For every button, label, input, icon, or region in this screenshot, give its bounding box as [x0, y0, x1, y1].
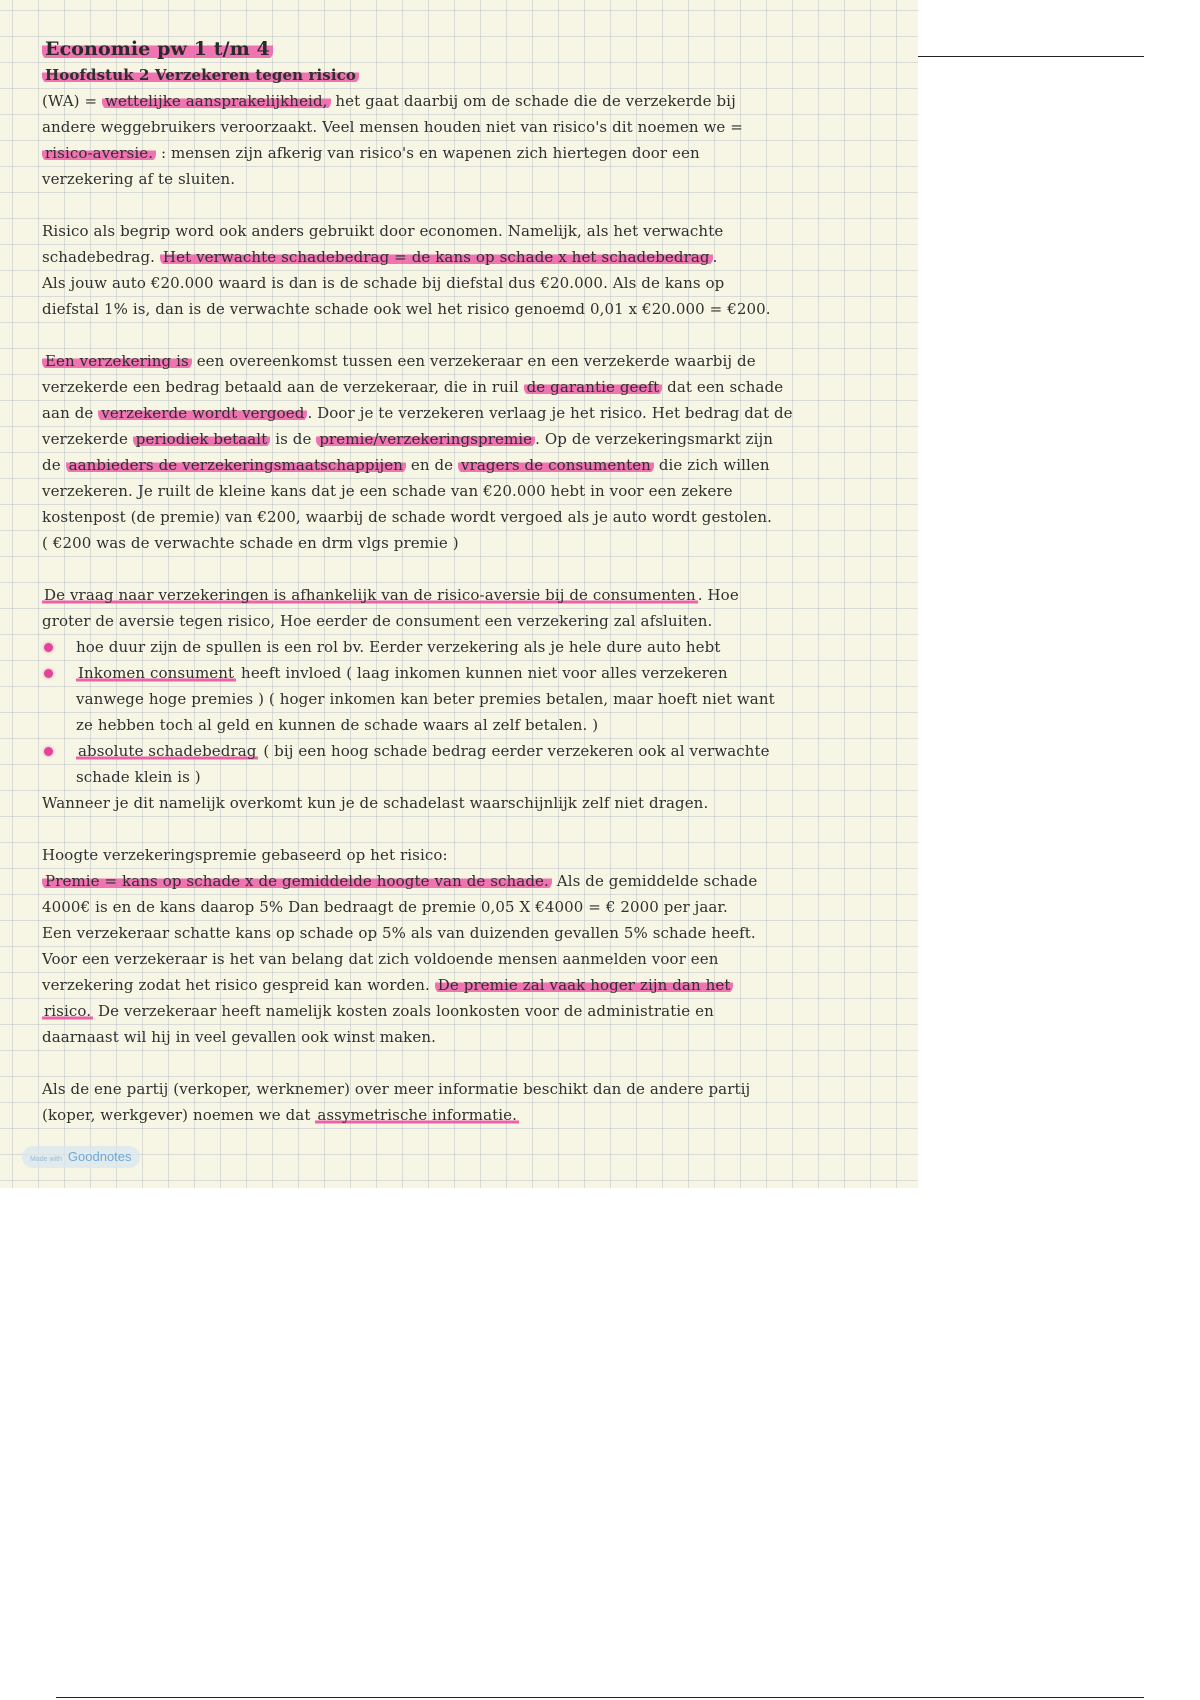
text: is de [270, 430, 317, 448]
p6-line-1: Als de ene partij (verkoper, werknemer) over meer informatie beschikt dan de andere partij [42, 1080, 751, 1098]
text: schadebedrag. [42, 248, 160, 266]
highlight: de garantie geeft [524, 378, 663, 396]
p6-line-2 [42, 1102, 902, 1128]
p1-line-4: verzekering af te sluiten. [42, 170, 236, 188]
spacer [42, 816, 902, 842]
highlight: De premie zal vaak hoger zijn dan het [435, 976, 734, 994]
p3-line-2 [42, 374, 902, 400]
highlight: Een verzekering is [42, 352, 192, 370]
p4-line-2: groter de aversie tegen risico, Hoe eerder de consument een verzekering zal afsluiten. [42, 612, 713, 630]
highlight: wettelijke aansprakelijkheid, [102, 92, 331, 110]
note-title [42, 36, 902, 62]
note-text [42, 36, 902, 1128]
p5-line-3: 4000€ is en de kans daarop 5% Dan bedraagt de premie 0,05 X €4000 = € 2000 per jaar. [42, 898, 728, 916]
p5-line-5: Voor een verzekeraar is het van belang dat zich voldoende mensen aanmelden voor een [42, 950, 719, 968]
bullet-dot-icon [44, 669, 53, 678]
text: : mensen zijn afkerig van risico's en wapenen zich hiertegen door een [156, 144, 700, 162]
watermark-brand: Goodnotes [67, 1149, 132, 1164]
highlight: periodiek betaalt [133, 430, 271, 448]
p5-line-2 [42, 868, 902, 894]
text: heeft invloed ( laag inkomen kunnen niet voor alles verzekeren [236, 664, 728, 682]
text: dat een schade [662, 378, 784, 396]
highlight: premie/verzekeringspremie [316, 430, 535, 448]
bullet-dot-icon [44, 747, 53, 756]
text: verzekering zodat het risico gespreid kan worden. [42, 976, 435, 994]
bullet-item-1 [42, 634, 902, 660]
underline: assymetrische informatie. [317, 1106, 518, 1124]
text: hoe duur zijn de spullen is een rol bv. Eerder verzekering als je hele dure auto hebt [76, 638, 721, 656]
p5-line-4: Een verzekeraar schatte kans op schade op 5% als van duizenden gevallen 5% schade heeft. [42, 924, 756, 942]
spacer [42, 192, 902, 218]
subtitle-highlight: Hoofdstuk 2 Verzekeren tegen risico [42, 66, 359, 84]
p3-line-1 [42, 348, 902, 374]
p5-line-8: daarnaast wil hij in veel gevallen ook winst maken. [42, 1028, 436, 1046]
p1-line-3 [42, 140, 902, 166]
p3-line-3 [42, 400, 902, 426]
p1-line-2: andere weggebruikers veroorzaakt. Veel mensen houden niet van risico's dit noemen we = [42, 118, 743, 136]
p4-line-3: Wanneer je dit namelijk overkomt kun je de schadelast waarschijnlijk zelf niet dragen. [42, 794, 709, 812]
highlight: aanbieders de verzekeringsmaatschappijen [66, 456, 406, 474]
underline: risico. [44, 1002, 92, 1020]
underline: Inkomen consument [78, 664, 235, 682]
spacer [42, 556, 902, 582]
bullet-item-2-cont-2: ze hebben toch al geld en kunnen de schade waars al zelf betalen. ) [76, 716, 599, 734]
text: ( bij een hoog schade bedrag eerder verzekeren ook al verwachte [258, 742, 770, 760]
watermark-prefix: Made with [30, 1156, 62, 1163]
p4-line-1 [42, 582, 902, 608]
bullet-item-3-cont: schade klein is ) [76, 768, 201, 786]
underline: absolute schadebedrag [78, 742, 257, 760]
p5-line-7 [42, 998, 902, 1024]
text: (WA) = [42, 92, 103, 110]
text: de [42, 456, 66, 474]
p3-line-4 [42, 426, 902, 452]
text: (koper, werkgever) noemen we dat [42, 1106, 316, 1124]
top-divider [918, 56, 1144, 57]
p2-line-3: Als jouw auto €20.000 waard is dan is de schade bij diefstal dus €20.000. Als de kans op [42, 274, 725, 292]
text: . Op de verzekeringsmarkt zijn [535, 430, 774, 448]
p5-line-6 [42, 972, 902, 998]
text: Als de gemiddelde schade [551, 872, 758, 890]
bullet-item-3 [42, 738, 902, 764]
goodnotes-watermark [22, 1146, 140, 1168]
title-highlight: Economie pw 1 t/m 4 [42, 38, 273, 60]
text: die zich willen [653, 456, 770, 474]
highlight: risico-aversie. [42, 144, 156, 162]
text: verzekerde [42, 430, 133, 448]
bullet-item-2-cont-1: vanwege hoge premies ) ( hoger inkomen kan beter premies betalen, maar hoeft niet want [76, 690, 775, 708]
text: verzekerde een bedrag betaald aan de verzekeraar, die in ruil [42, 378, 524, 396]
bullet-item-2 [42, 660, 902, 686]
text: De verzekeraar heeft namelijk kosten zoals loonkosten voor de administratie en [93, 1002, 714, 1020]
text: . Hoe [697, 586, 739, 604]
p5-line-1: Hoogte verzekeringspremie gebaseerd op het risico: [42, 846, 448, 864]
p3-line-5 [42, 452, 902, 478]
spacer [42, 1050, 902, 1076]
chapter-heading [42, 62, 902, 88]
text: het gaat daarbij om de schade die de verzekerde bij [330, 92, 736, 110]
highlight: verzekerde wordt vergoed [98, 404, 307, 422]
text: en de [405, 456, 459, 474]
bullet-dot-icon [44, 643, 53, 652]
bottom-divider [56, 1697, 1144, 1698]
p2-line-2 [42, 244, 902, 270]
text: . Door je te verzekeren verlaag je het risico. Het bedrag dat de [307, 404, 793, 422]
p3-line-6: verzekeren. Je ruilt de kleine kans dat je een schade van €20.000 hebt in voor een zekere [42, 482, 733, 500]
text: een overeenkomst tussen een verzekeraar en een verzekerde waarbij de [191, 352, 756, 370]
highlight: Premie = kans op schade x de gemiddelde hoogte van de schade. [42, 872, 552, 890]
highlight: vragers de consumenten [458, 456, 654, 474]
text: . [712, 248, 718, 266]
spacer [42, 322, 902, 348]
highlight: Het verwachte schadebedrag = de kans op schade x het schadebedrag [160, 248, 713, 266]
underline: De vraag naar verzekeringen is afhankelijk van de risico-aversie bij de consumenten [44, 586, 696, 604]
p3-line-7: kostenpost (de premie) van €200, waarbij de schade wordt vergoed als je auto wordt gestolen. [42, 508, 772, 526]
text: aan de [42, 404, 99, 422]
p2-line-4: diefstal 1% is, dan is de verwachte schade ook wel het risico genoemd 0,01 x €20.000 = €200. [42, 300, 771, 318]
p1-line-1 [42, 88, 902, 114]
p3-line-8: ( €200 was de verwachte schade en drm vlgs premie ) [42, 534, 459, 552]
p2-line-1: Risico als begrip word ook anders gebruikt door economen. Namelijk, als het verwachte [42, 222, 724, 240]
